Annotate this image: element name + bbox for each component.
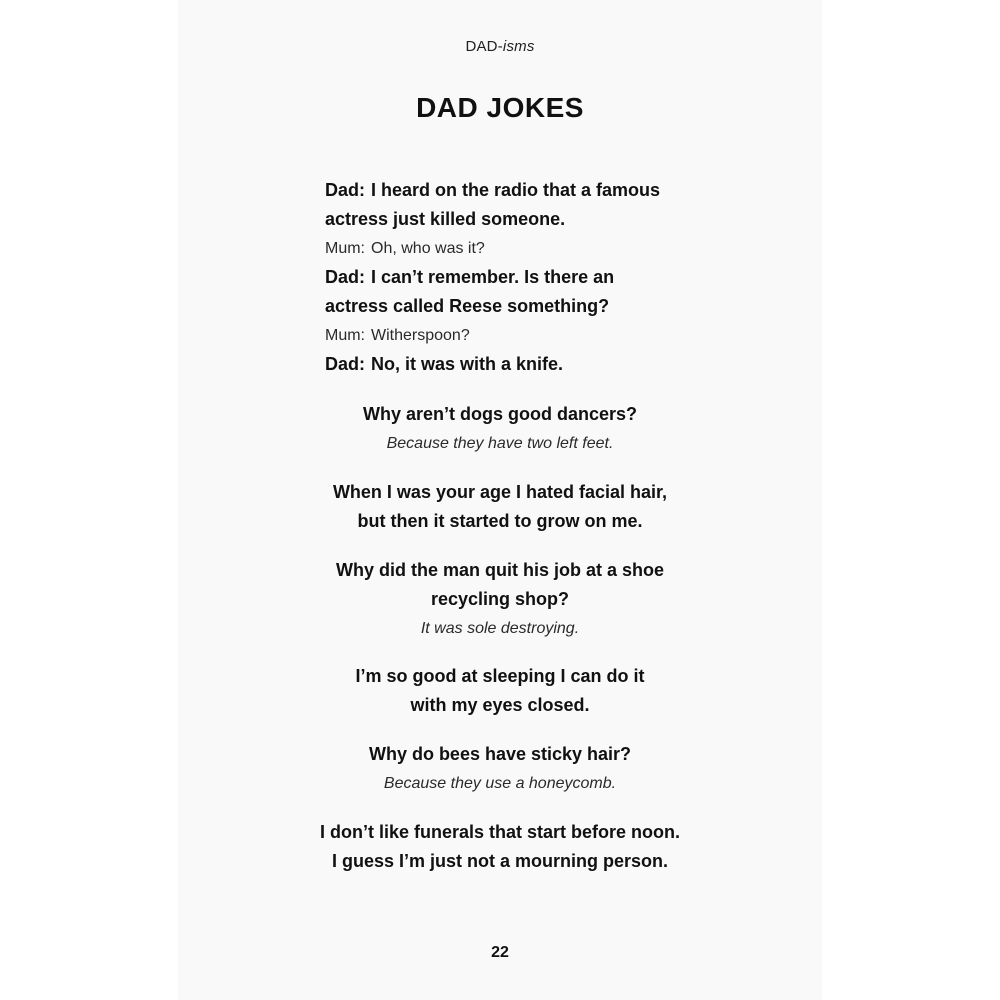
dialogue-line bbox=[325, 350, 745, 379]
dialogue-text: actress called Reese something? bbox=[325, 296, 610, 316]
dialogue-text: Oh, who was it? bbox=[371, 240, 485, 257]
joke-block bbox=[0, 818, 1000, 876]
dialogue-line bbox=[325, 263, 745, 292]
speaker-label: Mum: bbox=[325, 240, 365, 257]
joke-question: Why did the man quit his job at a shoe bbox=[335, 560, 665, 580]
joke-line: I don’t like funerals that start before noon. bbox=[319, 822, 681, 842]
joke-answer: Because they have two left feet. bbox=[386, 435, 614, 452]
joke-line: When I was your age I hated facial hair, bbox=[332, 482, 668, 502]
dialogue-text: No, it was with a knife. bbox=[371, 354, 564, 374]
joke-line: with my eyes closed. bbox=[410, 695, 590, 715]
joke-block bbox=[0, 662, 1000, 720]
page-number: 22 bbox=[491, 944, 509, 961]
joke-line: I guess I’m just not a mourning person. bbox=[331, 851, 669, 871]
dialogue-text: actress just killed someone. bbox=[325, 209, 566, 229]
dialogue-text: I heard on the radio that a famous bbox=[371, 180, 661, 200]
joke-block bbox=[0, 740, 1000, 798]
running-head bbox=[0, 38, 1000, 55]
speaker-label: Dad: bbox=[325, 354, 365, 374]
dialogue-text: I can’t remember. Is there an bbox=[371, 267, 615, 287]
joke-block bbox=[0, 478, 1000, 536]
joke-block bbox=[0, 400, 1000, 458]
joke-question: recycling shop? bbox=[430, 589, 570, 609]
dialogue-line bbox=[325, 292, 745, 321]
dialogue-joke bbox=[325, 176, 745, 379]
page-title: DAD JOKES bbox=[416, 92, 584, 123]
running-head-suffix: isms bbox=[502, 38, 535, 55]
joke-question: Why do bees have sticky hair? bbox=[368, 744, 632, 764]
dialogue-line bbox=[325, 205, 745, 234]
joke-block bbox=[0, 556, 1000, 643]
dialogue-line bbox=[325, 321, 745, 350]
dialogue-text: Witherspoon? bbox=[371, 327, 470, 344]
speaker-label: Mum: bbox=[325, 327, 365, 344]
running-head-prefix: DAD- bbox=[465, 38, 503, 55]
joke-line: but then it started to grow on me. bbox=[357, 511, 643, 531]
speaker-label: Dad: bbox=[325, 267, 365, 287]
joke-answer: It was sole destroying. bbox=[420, 620, 580, 637]
dialogue-line bbox=[325, 176, 745, 205]
joke-answer: Because they use a honeycomb. bbox=[383, 775, 617, 792]
joke-line: I’m so good at sleeping I can do it bbox=[355, 666, 645, 686]
joke-question: Why aren’t dogs good dancers? bbox=[362, 404, 638, 424]
dialogue-line bbox=[325, 234, 745, 263]
speaker-label: Dad: bbox=[325, 180, 365, 200]
